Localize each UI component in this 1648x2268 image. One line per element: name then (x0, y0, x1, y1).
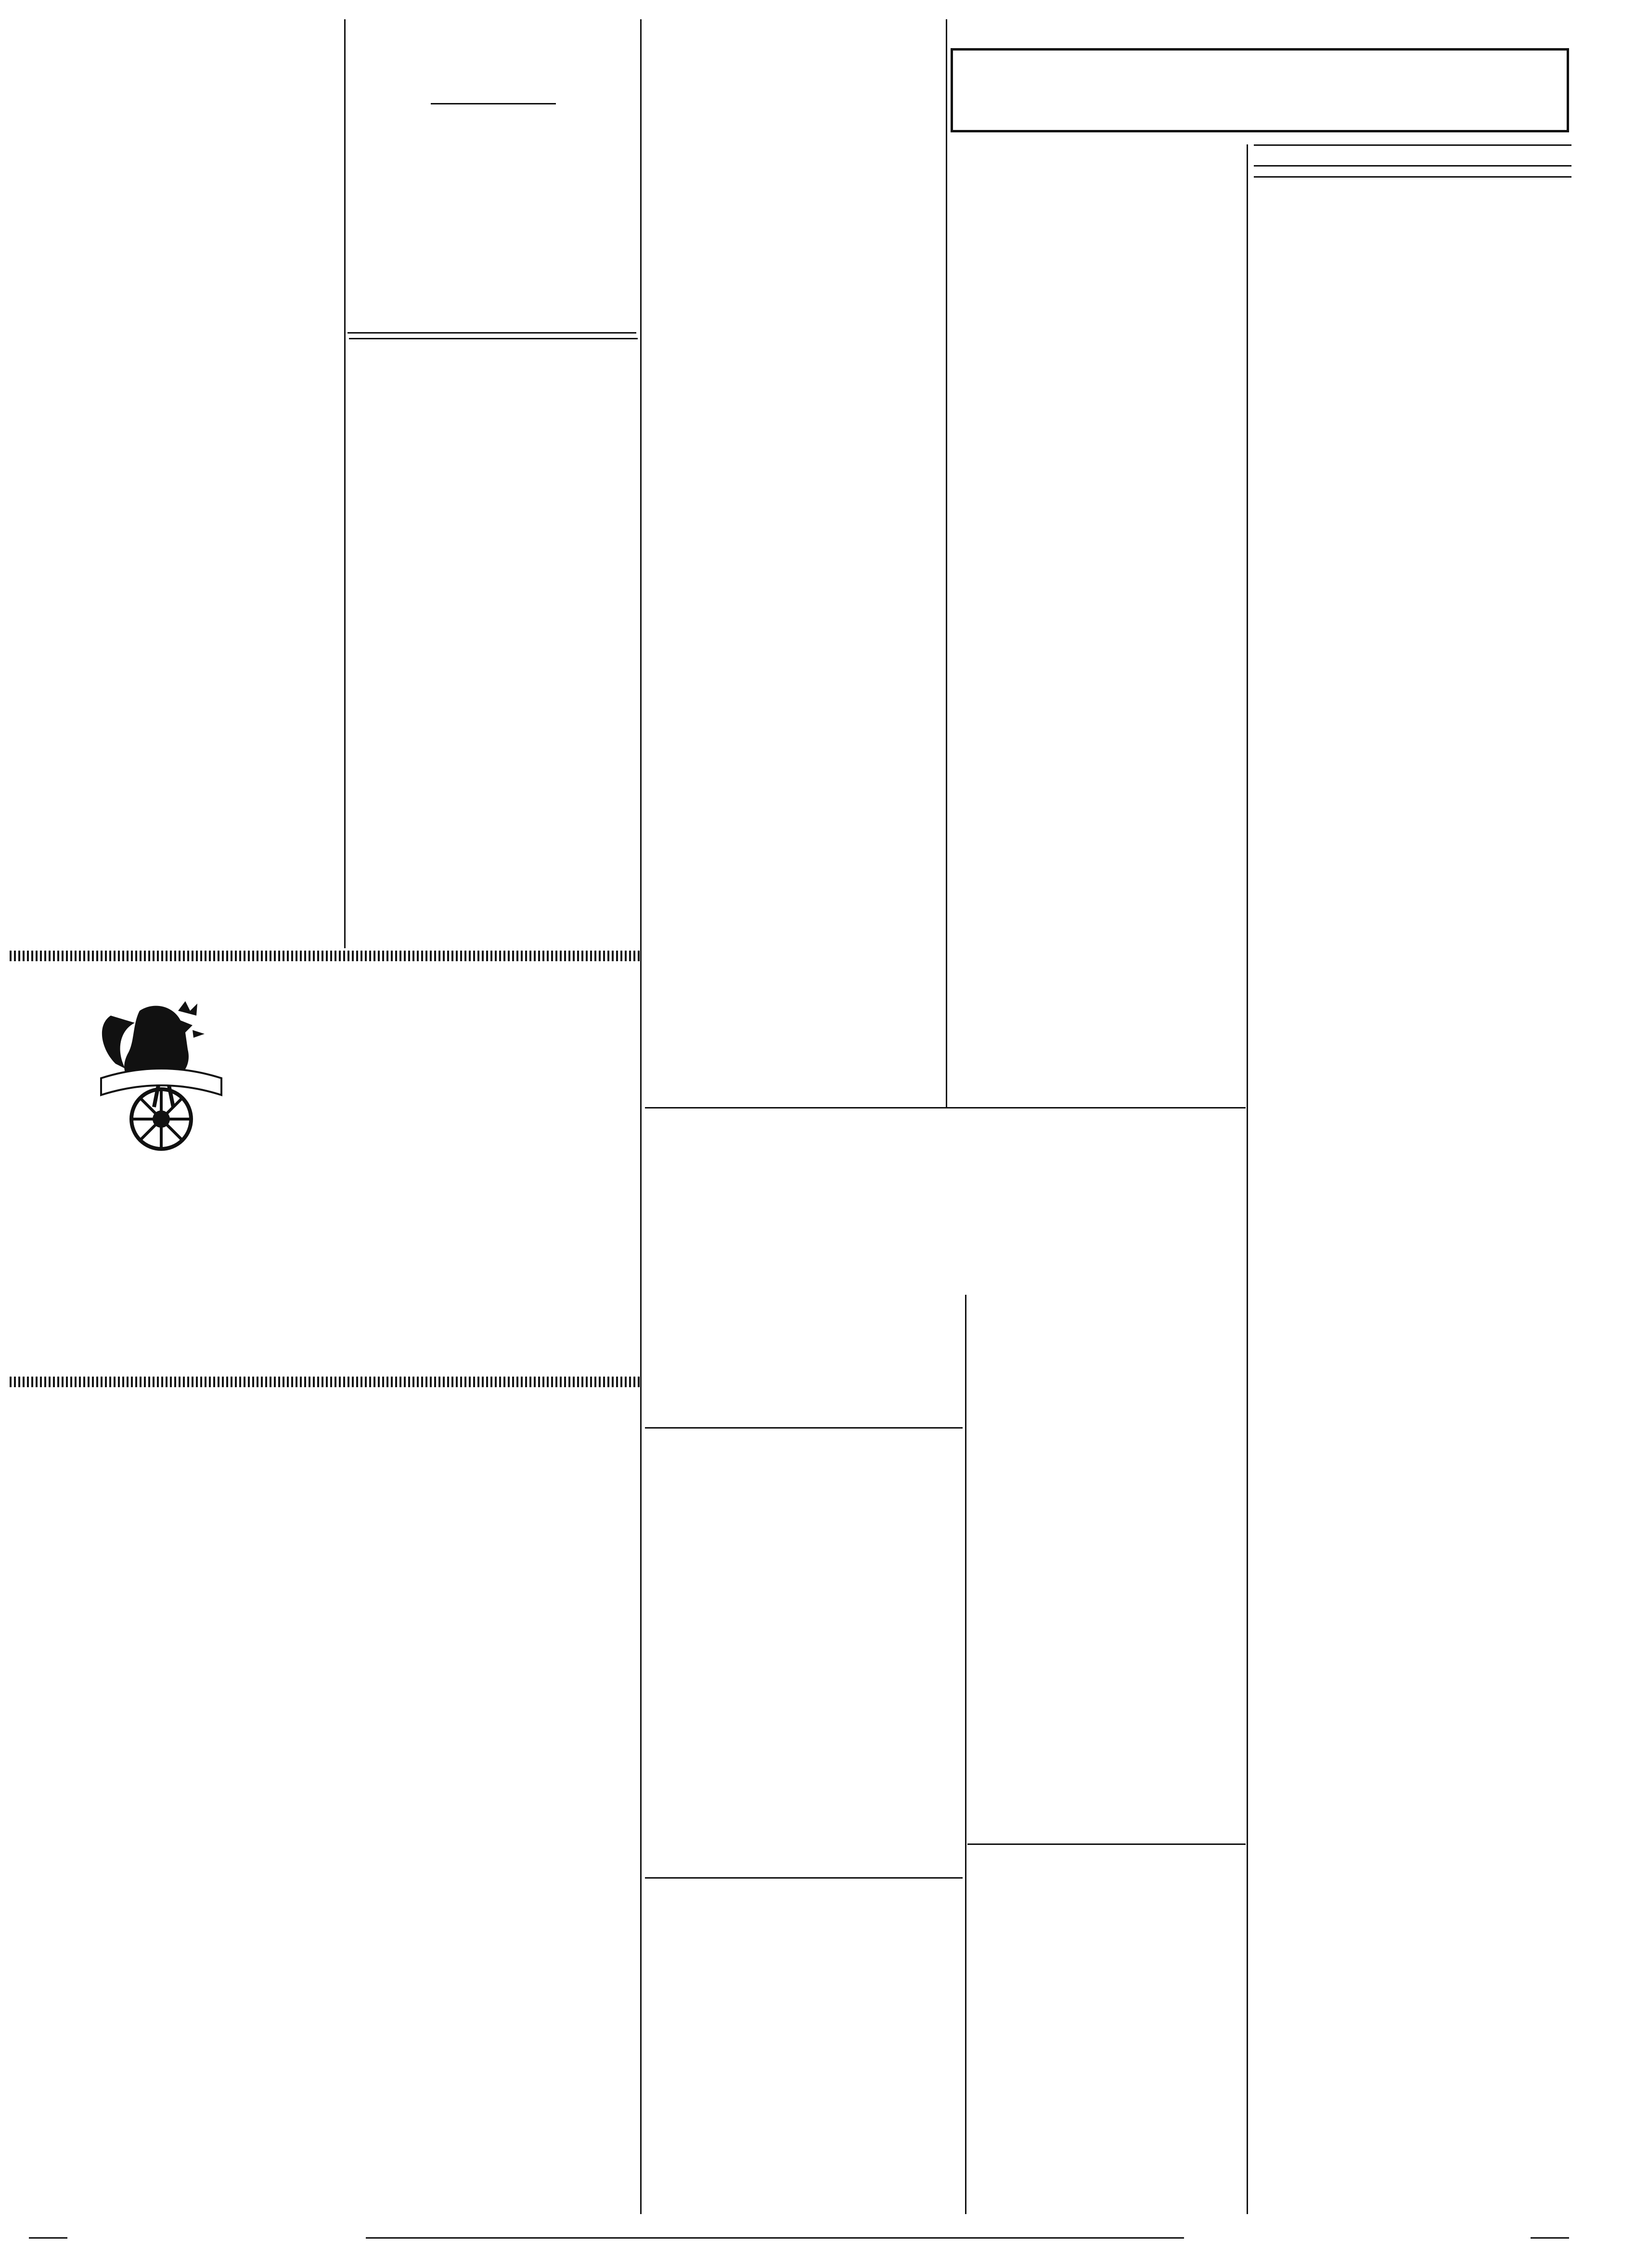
divider (348, 332, 636, 334)
footer-rule (366, 2237, 1184, 2239)
tragedia-headline (647, 1112, 1244, 1295)
divider (645, 1107, 1246, 1108)
benemerito-article (972, 1848, 1244, 2214)
casa-da-sorte-ad (14, 1396, 635, 2209)
page-footer (29, 2224, 1569, 2253)
footer-rule (29, 2237, 67, 2239)
rooster-logo (82, 996, 241, 1155)
divider (1254, 165, 1571, 167)
column-rule (946, 19, 947, 1107)
porto-banner (951, 48, 1569, 132)
divider (431, 103, 556, 104)
tragedia-body-col2 (972, 1295, 1244, 1839)
right-column (1254, 140, 1571, 2209)
divider (1254, 176, 1571, 178)
comarca-article (647, 1432, 960, 1870)
winning-number (300, 1073, 586, 1155)
lotaria-continuation (349, 96, 638, 322)
footer-rule (1531, 2237, 1569, 2239)
divider (645, 1427, 963, 1429)
construcao-line4 (349, 337, 638, 339)
construcao-article (349, 337, 638, 948)
travassos-ad (19, 977, 635, 1353)
column-rule (344, 19, 346, 948)
column-rule (640, 19, 642, 2214)
porto-news (953, 140, 1244, 1102)
tragedia-body-col1 (647, 1295, 960, 1420)
hatched-divider (10, 951, 640, 961)
tauromaquia-article (647, 19, 943, 1097)
hatched-divider (10, 1377, 640, 1387)
divider (645, 1877, 963, 1879)
divider (967, 1843, 1246, 1845)
column-rule (1247, 144, 1248, 2214)
column-rule (965, 1295, 966, 2214)
necrologia-article (647, 1882, 960, 2214)
divider (1254, 144, 1571, 146)
lotaria-section (10, 19, 342, 948)
